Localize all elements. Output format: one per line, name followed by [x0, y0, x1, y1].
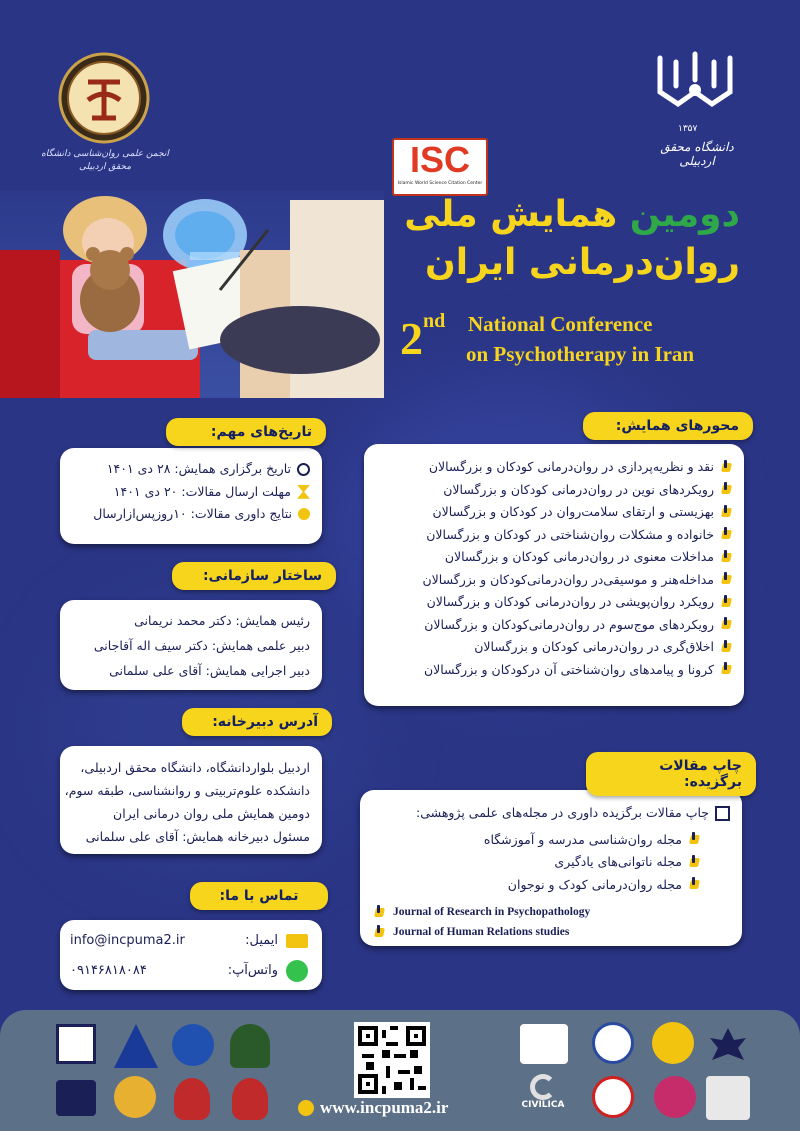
hourglass-icon	[297, 485, 310, 499]
journal-fa-item	[360, 851, 700, 874]
sponsor-logo-6	[654, 1076, 696, 1118]
pen-icon	[721, 642, 732, 653]
topic-item	[364, 524, 732, 547]
qr-code[interactable]	[354, 1022, 430, 1098]
award-icon	[298, 508, 310, 520]
journal-fa-item-text: مجله ناتوانی‌های یادگیری	[554, 854, 682, 869]
topic-item	[364, 614, 732, 637]
whatsapp-label: واتس‌آپ:	[227, 963, 278, 978]
email-label: ایمیل:	[245, 933, 278, 948]
topic-item-text: رویکرد روان‌پویشی در روان‌درمانی کودکان و بزرگسالان	[426, 594, 714, 609]
checkbox-icon	[715, 806, 730, 821]
dates-box	[60, 448, 322, 544]
sponsor-logo-5	[706, 1076, 750, 1120]
pen-icon	[374, 907, 385, 918]
date-event-item	[60, 458, 310, 481]
publication-intro-text: چاپ مقالات برگزیده داوری در مجله‌های علمی پژوهشی:	[416, 805, 709, 820]
university-logo	[640, 46, 750, 126]
sponsor-logo-15	[56, 1080, 96, 1116]
topic-item-text: اخلاق‌گری در روان‌درمانی کودکان و بزرگسالان	[474, 639, 714, 654]
clock-icon	[297, 463, 310, 476]
address-line: دومین همایش ملی روان درمانی ایران	[113, 806, 310, 821]
pen-icon	[721, 462, 732, 473]
pen-icon	[689, 857, 700, 868]
journals-en-list	[360, 902, 730, 942]
ordinal-suffix: nd	[423, 310, 446, 332]
dates-heading: تاریخ‌های مهم:	[166, 418, 326, 446]
topic-item	[364, 456, 732, 479]
topics-list	[364, 456, 732, 681]
envelope-icon	[286, 934, 308, 948]
event-date: تاریخ برگزاری همایش: ۲۸ دی ۱۴۰۱	[106, 461, 291, 476]
topic-item-text: مداخلات معنوی در روان‌درمانی کودکان و بزرگسالان	[444, 549, 714, 564]
sponsor-logo-1	[706, 1024, 750, 1064]
journal-en-item	[374, 902, 730, 922]
pen-icon	[374, 927, 385, 938]
journal-fa-item	[360, 829, 700, 852]
hero-photo	[0, 190, 384, 398]
website-link[interactable]: www.incpuma2.ir	[320, 1098, 449, 1117]
topic-item-text: رویکردهای نوین در روان‌درمانی کودکان و بزرگسالان	[443, 481, 714, 497]
pen-icon	[721, 507, 732, 518]
sponsor-logo-7	[592, 1076, 634, 1118]
topic-item-text: خانواده و مشکلات روان‌شناختی در کودکان و بزرگسالان	[426, 526, 714, 542]
topic-item	[364, 591, 732, 614]
conference-subtitle-en: on Psychotherapy in Iran	[466, 342, 695, 366]
address-list	[60, 756, 310, 848]
pen-icon	[721, 619, 732, 630]
university-caption: دانشگاه محقق اردبیلی	[660, 140, 734, 168]
ordinal-digit: 2	[400, 313, 423, 364]
email-value[interactable]: info@incpuma2.ir	[70, 933, 185, 948]
address-box	[60, 746, 322, 854]
pen-icon	[689, 879, 700, 890]
topic-item	[364, 546, 732, 569]
journal-en-text: Journal of Human Relations studies	[393, 926, 570, 938]
contact-box	[60, 920, 322, 990]
topic-item-text: رویکردهای موج‌سوم در روان‌درمانی‌کودکان و بزرگسالان	[424, 616, 714, 632]
pen-icon	[721, 552, 732, 563]
topic-item	[364, 659, 732, 682]
sponsor-logo-9	[172, 1024, 214, 1066]
association-logo	[58, 52, 150, 144]
pen-icon	[721, 484, 732, 495]
topic-item-text: کرونا و پیامدهای روان‌شناختی آن درکودکان و بزرگسالان	[423, 661, 714, 677]
topic-item-text: مداخله‌هنر و موسیقی‌در روان‌درمانی‌کودکان و بزرگسالان	[422, 571, 714, 587]
org-list	[60, 608, 310, 683]
address-line: مسئول دبیرخانه همایش: آقای علی سلمانی	[85, 829, 310, 844]
sponsor-logo-4	[520, 1024, 568, 1064]
date-results-item	[60, 503, 310, 526]
journals-fa-list	[360, 829, 730, 897]
journal-fa-item	[360, 874, 700, 897]
publication-heading: چاپ مقالات برگزیده:	[586, 752, 756, 796]
pen-icon	[721, 597, 732, 608]
date-deadline-item	[60, 481, 310, 504]
contact-heading: تماس با ما:	[190, 882, 328, 910]
org-member: رئیس همایش: دکتر محمد نریمانی	[134, 613, 310, 628]
journal-en-text: Journal of Research in Psychopathology	[393, 906, 591, 918]
conference-title-en: National Conference	[468, 312, 653, 336]
topic-item	[364, 501, 732, 524]
org-member: دبیر اجرایی همایش: آقای علی سلمانی	[109, 663, 310, 678]
sponsor-logo-2	[652, 1022, 694, 1064]
civilica-mark	[530, 1074, 556, 1100]
topic-item	[364, 636, 732, 659]
conference-title-fa	[404, 192, 740, 238]
topic-item-text: بهزیستی و ارتقای سلامت‌روان در کودکان و بزرگسالان	[432, 504, 714, 519]
pen-icon	[689, 834, 700, 845]
topics-box	[364, 444, 744, 706]
topic-item	[364, 569, 732, 592]
sponsor-logo-3	[592, 1022, 634, 1064]
sponsor-logo-12	[232, 1078, 268, 1120]
address-line: دانشکده علوم‌تربیتی و روانشناسی، طبقه سوم،	[64, 783, 310, 798]
journal-fa-item-text: مجله روان‌شناسی مدرسه و آموزشگاه	[483, 831, 682, 847]
sponsor-logo-11	[56, 1024, 96, 1064]
email-row	[60, 928, 308, 954]
sponsor-logo-8	[230, 1024, 270, 1068]
sponsor-logo-14	[114, 1076, 156, 1118]
civilica-logo	[518, 1074, 568, 1118]
pen-icon	[721, 529, 732, 540]
deadline-date: مهلت ارسال مقالات: ۲۰ دی ۱۴۰۱	[113, 483, 291, 499]
topic-item	[364, 479, 732, 502]
address-line: اردبیل بلواردانشگاه، دانشگاه محقق اردبیلی،	[80, 760, 310, 775]
address-heading: آدرس دبیرخانه:	[182, 708, 332, 736]
isc-subtitle: Islamic World Science Citation Center	[397, 181, 483, 186]
whatsapp-row	[60, 958, 308, 984]
pen-icon	[721, 574, 732, 585]
publication-intro	[360, 802, 730, 825]
topic-item-text: نقد و نظریه‌پردازی در روان‌درمانی کودکان و بزرگسالان	[428, 459, 714, 474]
ordinal-number	[400, 310, 446, 364]
org-box	[60, 600, 322, 690]
journal-fa-item-text: مجله روان‌درمانی کودک و نوجوان	[507, 876, 682, 892]
phone-value[interactable]: ۰۹۱۴۶۸۱۸۰۸۴	[70, 963, 147, 978]
conference-subtitle-fa: روان‌درمانی ایران	[425, 242, 740, 283]
topics-heading: محورهای همایش:	[583, 412, 753, 440]
org-heading: ساختار سازمانی:	[172, 562, 336, 590]
isc-label: ISC	[409, 139, 470, 180]
title-word-ordinal: دومین	[629, 194, 740, 235]
website-row[interactable]	[298, 1098, 448, 1118]
association-caption: انجمن علمی روان‌شناسی دانشگاه محقق اردبیلی	[41, 149, 169, 172]
isc-logo	[392, 138, 488, 196]
org-member: دبیر علمی همایش: دکتر سیف اله آقاجانی	[93, 638, 310, 653]
whatsapp-icon	[286, 960, 308, 982]
university-year: ۱۳۵۷	[678, 124, 698, 134]
publication-box	[360, 790, 742, 946]
globe-icon	[298, 1100, 314, 1116]
journal-en-item	[374, 922, 730, 942]
civilica-label: CIVILICA	[521, 1100, 565, 1110]
sponsor-logo-13	[174, 1078, 210, 1120]
title-word-conference: همایش ملی	[404, 194, 630, 235]
results-date: نتایج داوری مقالات: ۱۰روزپس‌ازارسال	[93, 506, 292, 521]
pen-icon	[721, 664, 732, 675]
